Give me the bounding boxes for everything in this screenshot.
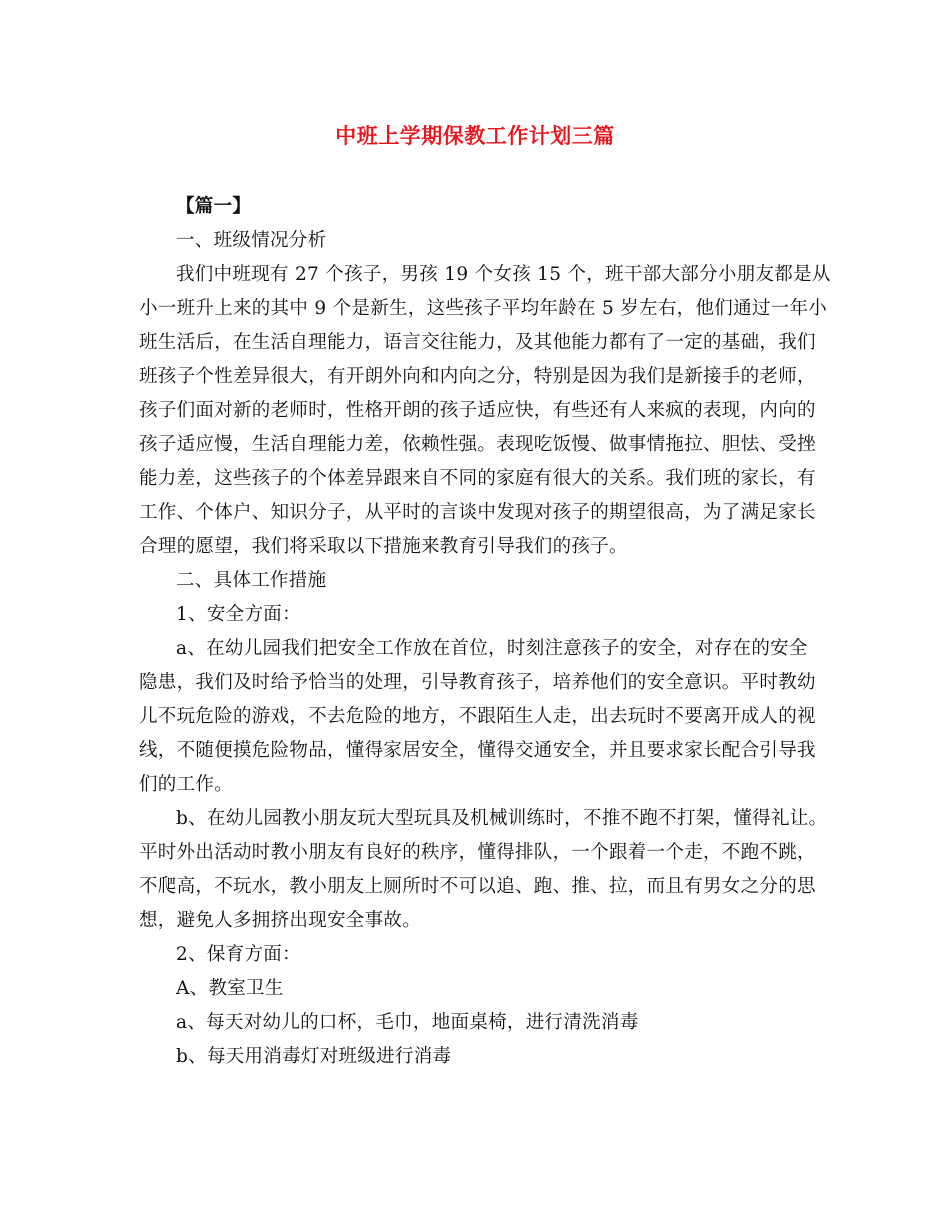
text-line: 想，避免人多拥挤出现安全事故。 — [139, 910, 422, 931]
text-line: a、每天对幼儿的口杯，毛巾，地面桌椅，进行清洗消毒 — [176, 1012, 639, 1033]
text-line: 班孩子个性差异很大，有开朗外向和内向之分，特别是因为我们是新接手的老师， — [139, 366, 816, 387]
text-line: 隐患，我们及时给予恰当的处理，引导教育孩子，培养他们的安全意识。平时教幼 — [139, 672, 816, 693]
text-line: 线，不随便摸危险物品，懂得家居安全，懂得交通安全，并且要求家长配合引导我 — [139, 740, 816, 761]
text-line: 一、班级情况分析 — [176, 230, 327, 251]
text-line: 们的工作。 — [139, 774, 234, 795]
document-title: 中班上学期保教工作计划三篇 — [335, 123, 615, 148]
text-line: 二、具体工作措施 — [176, 570, 327, 591]
document-body — [139, 190, 831, 1074]
text-line: 孩子们面对新的老师时，性格开朗的孩子适应快，有些还有人来疯的表现，内向的 — [139, 400, 816, 421]
text-line: 工作、个体户、知识分子，从平时的言谈中发现对孩子的期望很高，为了满足家长 — [139, 502, 816, 523]
text-line: b、每天用消毒灯对班级进行消毒 — [176, 1046, 452, 1067]
text-line: 2、保育方面： — [176, 944, 301, 965]
text-line: a、在幼儿园我们把安全工作放在首位，时刻注意孩子的安全，对存在的安全 — [176, 638, 808, 659]
text-line: b、在幼儿园教小朋友玩大型玩具及机械训练时，不推不跑不打架，懂得礼让。 — [176, 808, 828, 829]
text-line: 儿不玩危险的游戏，不去危险的地方，不跟陌生人走，出去玩时不要离开成人的视 — [139, 706, 816, 727]
text-line: 孩子适应慢，生活自理能力差，依赖性强。表现吃饭慢、做事情拖拉、胆怯、受挫 — [139, 434, 816, 455]
text-line: 1、安全方面： — [176, 604, 301, 625]
text-line: 平时外出活动时教小朋友有良好的秩序，懂得排队，一个跟着一个走，不跑不跳， — [139, 842, 816, 863]
text-line: 小一班升上来的其中 9 个是新生，这些孩子平均年龄在 5 岁左右，他们通过一年小 — [139, 298, 828, 319]
text-line: 【篇一】 — [176, 196, 252, 217]
text-line: A、教室卫生 — [176, 978, 284, 999]
text-line: 我们中班现有 27 个孩子，男孩 19 个女孩 15 个，班干部大部分小朋友都是从 — [176, 264, 831, 285]
text-line: 不爬高，不玩水，教小朋友上厕所时不可以追、跑、推、拉，而且有男女之分的思 — [139, 876, 816, 897]
text-line: 能力差，这些孩子的个体差异跟来自不同的家庭有很大的关系。我们班的家长，有 — [139, 468, 816, 489]
text-line: 班生活后，在生活自理能力，语言交往能力，及其他能力都有了一定的基础，我们 — [139, 332, 816, 353]
text-line: 合理的愿望，我们将采取以下措施来教育引导我们的孩子。 — [139, 536, 628, 557]
